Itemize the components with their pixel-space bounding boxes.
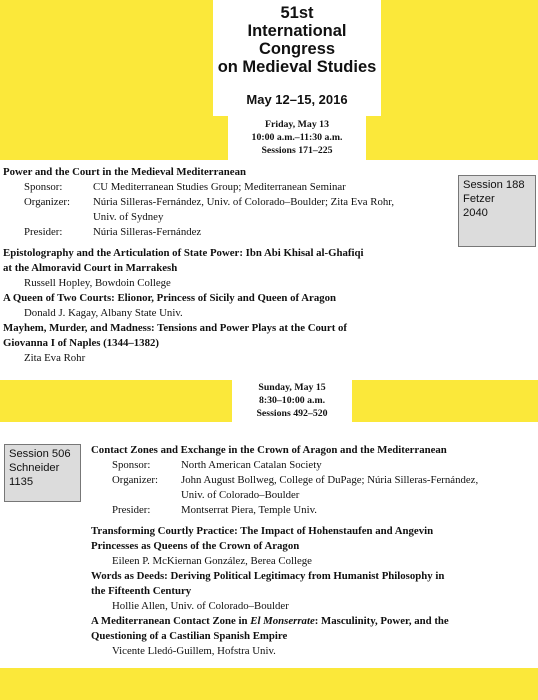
session-506 (91, 443, 536, 659)
session-number: Session 506 (9, 448, 71, 460)
presider-row (112, 503, 536, 518)
paper-title: A Queen of Two Courts: Elionor, Princess of Sicily and Queen of Aragon (3, 292, 337, 304)
paper (91, 524, 536, 569)
day: Sunday, May 15 (258, 382, 326, 393)
sponsor-row (112, 458, 536, 473)
organizer-line: John August Bollweg, College of DuPage; Núria Silleras-Fernández, (181, 474, 479, 486)
day: Friday, May 13 (265, 119, 329, 130)
bottom-banner (0, 668, 538, 700)
paper (3, 321, 458, 366)
paper-title-line: Giovanna I of Naples (1344–1382) (3, 337, 159, 349)
paper (3, 291, 458, 321)
paper-title (3, 246, 458, 276)
title-line: 51st (280, 4, 314, 22)
paper-author: Donald J. Kagay, Albany State Univ. (24, 307, 183, 319)
session-range: Sessions 492–520 (256, 408, 328, 419)
title-line: Congress (258, 40, 336, 58)
paper (91, 614, 536, 659)
organizer-label: Organizer: (24, 196, 70, 208)
paper-title-line: Mayhem, Murder, and Madness: Tensions and Power Plays at the Court of (3, 322, 348, 334)
sponsor-label: Sponsor: (112, 459, 151, 471)
title-part: A Mediterranean Contact Zone in (91, 615, 251, 627)
organizer-row (112, 473, 536, 503)
sunday-info (232, 381, 352, 420)
paper (3, 246, 458, 291)
room: 2040 (463, 207, 488, 219)
title-part: : Masculinity, Power, and the (314, 615, 449, 627)
paper-title-line: Princesses as Queens of the Crown of Aragon (91, 540, 300, 552)
session-range: Sessions 171–225 (261, 145, 333, 156)
paper-author: Russell Hopley, Bowdoin College (24, 277, 171, 289)
presider-label: Presider: (24, 226, 63, 238)
time: 10:00 a.m.–11:30 a.m. (251, 132, 343, 143)
paper (91, 569, 536, 614)
presider-value: Montserrat Piera, Temple Univ. (181, 504, 317, 516)
session-title: Power and the Court in the Medieval Mediterranean (3, 166, 246, 178)
paper-author: Zita Eva Rohr (24, 352, 86, 364)
paper-author: Hollie Allen, Univ. of Colorado–Boulder (112, 600, 289, 612)
title-italic: El Monserrate (250, 615, 315, 627)
time: 8:30–10:00 a.m. (258, 395, 326, 406)
organizer-line: Univ. of Sydney (93, 211, 164, 223)
paper-title-line: at the Almoravid Court in Marrakesh (3, 262, 178, 274)
paper-title (3, 321, 458, 351)
paper-title (91, 524, 536, 554)
sponsor-row (24, 180, 458, 195)
sponsor-label: Sponsor: (24, 181, 63, 193)
sponsor-value: CU Mediterranean Studies Group; Mediterranean Seminar (93, 181, 346, 193)
paper-title (91, 569, 536, 599)
congress-title (213, 4, 381, 76)
title-line: International (247, 22, 347, 40)
paper-title-line: Questioning of a Castilian Spanish Empire (91, 630, 288, 642)
session-number: Session 188 (463, 179, 525, 191)
presider-row (24, 225, 458, 240)
room-box-506 (4, 444, 81, 502)
session-188 (3, 165, 458, 366)
organizer-label: Organizer: (112, 474, 158, 486)
organizer-line: Univ. of Colorado–Boulder (181, 489, 300, 501)
paper-title-line (91, 614, 536, 629)
friday-info (228, 118, 366, 157)
paper-title (91, 614, 536, 644)
paper-title-line: the Fifteenth Century (91, 585, 192, 597)
building: Fetzer (463, 193, 495, 205)
paper-title-line: Words as Deeds: Deriving Political Legitimacy from Humanist Philosophy in (91, 570, 445, 582)
paper-title-line: Transforming Courtly Practice: The Impact of Hohenstaufen and Angevin (91, 525, 434, 537)
session-title: Contact Zones and Exchange in the Crown of Aragon and the Mediterranean (91, 444, 447, 456)
room: 1135 (9, 476, 34, 488)
organizer-value (181, 473, 536, 503)
sponsor-value: North American Catalan Society (181, 459, 322, 471)
room-box-188 (458, 175, 536, 247)
title-line: on Medieval Studies (217, 58, 377, 76)
congress-dates: May 12–15, 2016 (246, 92, 348, 107)
presider-label: Presider: (112, 504, 151, 516)
presider-value: Núria Silleras-Fernández (93, 226, 202, 238)
paper-title-line: Epistolography and the Articulation of State Power: Ibn Abi Khisal al-Ghafiqi (3, 247, 364, 259)
paper-author: Vicente Lledó-Guillem, Hofstra Univ. (112, 645, 276, 657)
paper-author: Eileen P. McKiernan González, Berea College (112, 555, 312, 567)
organizer-value (93, 195, 458, 225)
building: Schneider (9, 462, 60, 474)
organizer-line: Núria Silleras-Fernández, Univ. of Colorado–Boulder; Zita Eva Rohr, (93, 196, 395, 208)
organizer-row (24, 195, 458, 225)
